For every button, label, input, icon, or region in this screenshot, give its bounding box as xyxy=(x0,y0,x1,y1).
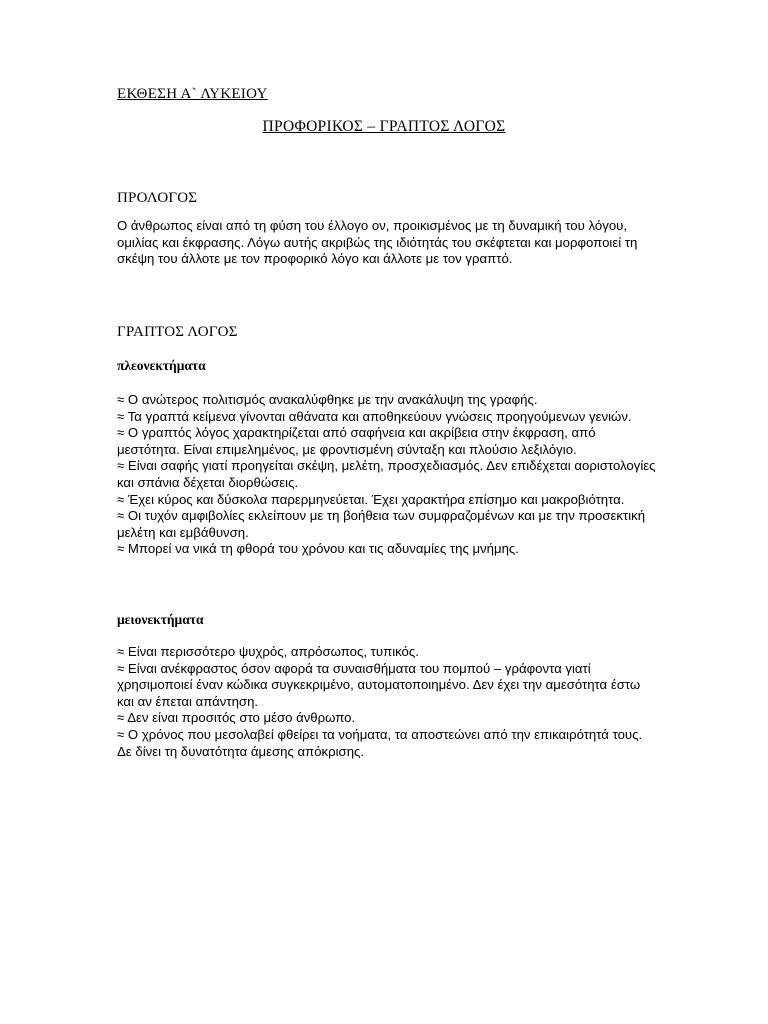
written-speech-heading: ΓΡΑΠΤΟΣ ΛΟΓΟΣ xyxy=(117,324,238,340)
list-item: ≈ Είναι σαφής γιατί προηγείται σκέψη, μελέτη, προσχεδιασμός. Δεν επιδέχεται αοριστολογίες και σπάνια δέχεται διορθώσεις. xyxy=(117,458,656,490)
list-item: ≈ Ο χρόνος που μεσολαβεί φθείρει τα νοήματα, τα αποστεώνει από την επικαιρότητά τους. Δε δίνει τη δυνατότητα άμεσης απόκρισης. xyxy=(117,726,643,759)
advantages-heading: πλεονεκτήματα xyxy=(117,358,206,373)
list-item: ≈ Ο ανώτερος πολιτισμός ανακαλύφθηκε με την ανακάλυψη της γραφής. xyxy=(117,392,538,407)
advantages-list xyxy=(117,392,657,558)
prologue-paragraph xyxy=(117,218,657,268)
list-item: ≈ Τα γραπτά κείμενα γίνονται αθάνατα και αποθηκεύουν γνώσεις προηγούμενων γενιών. xyxy=(117,408,632,424)
approx-bullet-icon: ≈ xyxy=(117,491,125,507)
approx-bullet-icon: ≈ xyxy=(117,644,125,659)
approx-bullet-icon: ≈ xyxy=(117,458,125,474)
prologue-text: Ο άνθρωπος είναι από τη φύση του έλλογο ον, προικισμένος με τη δυναμική του λόγου, ομιλίας και έκφρασης. Λόγω αυτής ακριβώς της ιδιότητάς του σκέφτεται και μορφοποιεί τη σκέψη του άλλοτε με τον προφορικό λόγο και άλλοτε με τον γραπτό. xyxy=(117,218,638,267)
prologue-heading: ΠΡΟΛΟΓΟΣ xyxy=(117,190,198,206)
approx-bullet-icon: ≈ xyxy=(117,660,125,676)
list-item: ≈ Οι τυχόν αμφιβολίες εκλείπουν με τη βοήθεια των συμφραζομένων και με την προσεκτική μελέτη και εμβάθυνση. xyxy=(117,508,646,540)
approx-bullet-icon: ≈ xyxy=(117,508,125,524)
list-item: ≈ Μπορεί να νικά τη φθορά του χρόνου και τις αδυναμίες της μνήμης. xyxy=(117,541,519,557)
approx-bullet-icon: ≈ xyxy=(117,710,125,726)
list-item: ≈ Έχει κύρος και δύσκολα παρερμηνεύεται. Έχει χαρακτήρα επίσημο και μακροβιότητα. xyxy=(117,491,625,507)
document-header: ΕΚΘΕΣΗ Α` ΛΥΚΕΙΟΥ xyxy=(117,86,268,102)
document-title: ΠΡΟΦΟΡΙΚΟΣ – ΓΡΑΠΤΟΣ ΛΟΓΟΣ xyxy=(262,118,506,135)
list-item: ≈ Ο γραπτός λόγος χαρακτηρίζεται από σαφήνεια και ακρίβεια στην έκφραση, από μεστότητα. Είναι επιμελημένος, με φροντισμένη σύνταξη και πλούσιο λεξιλόγιο. xyxy=(117,425,596,457)
list-item: ≈ Είναι ανέκφραστος όσον αφορά τα συναισθήματα του πομπού – γράφοντα γιατί χρησιμοποιεί έναν κώδικα συγκεκριμένο, αυτοματοποιημένο. Δεν έχει την αμεσότητα έστω και αν έπεται απάντηση. xyxy=(117,660,641,709)
approx-bullet-icon: ≈ xyxy=(117,425,125,441)
approx-bullet-icon: ≈ xyxy=(117,392,125,407)
approx-bullet-icon: ≈ xyxy=(117,541,125,557)
list-item: ≈ Είναι περισσότερο ψυχρός, απρόσωπος, τυπικός. xyxy=(117,644,419,659)
disadvantages-list xyxy=(117,644,657,760)
disadvantages-heading: μειονεκτήματα xyxy=(117,612,204,627)
approx-bullet-icon: ≈ xyxy=(117,408,125,424)
approx-bullet-icon: ≈ xyxy=(117,726,125,742)
list-item: ≈ Δεν είναι προσιτός στο μέσο άνθρωπο. xyxy=(117,710,356,726)
